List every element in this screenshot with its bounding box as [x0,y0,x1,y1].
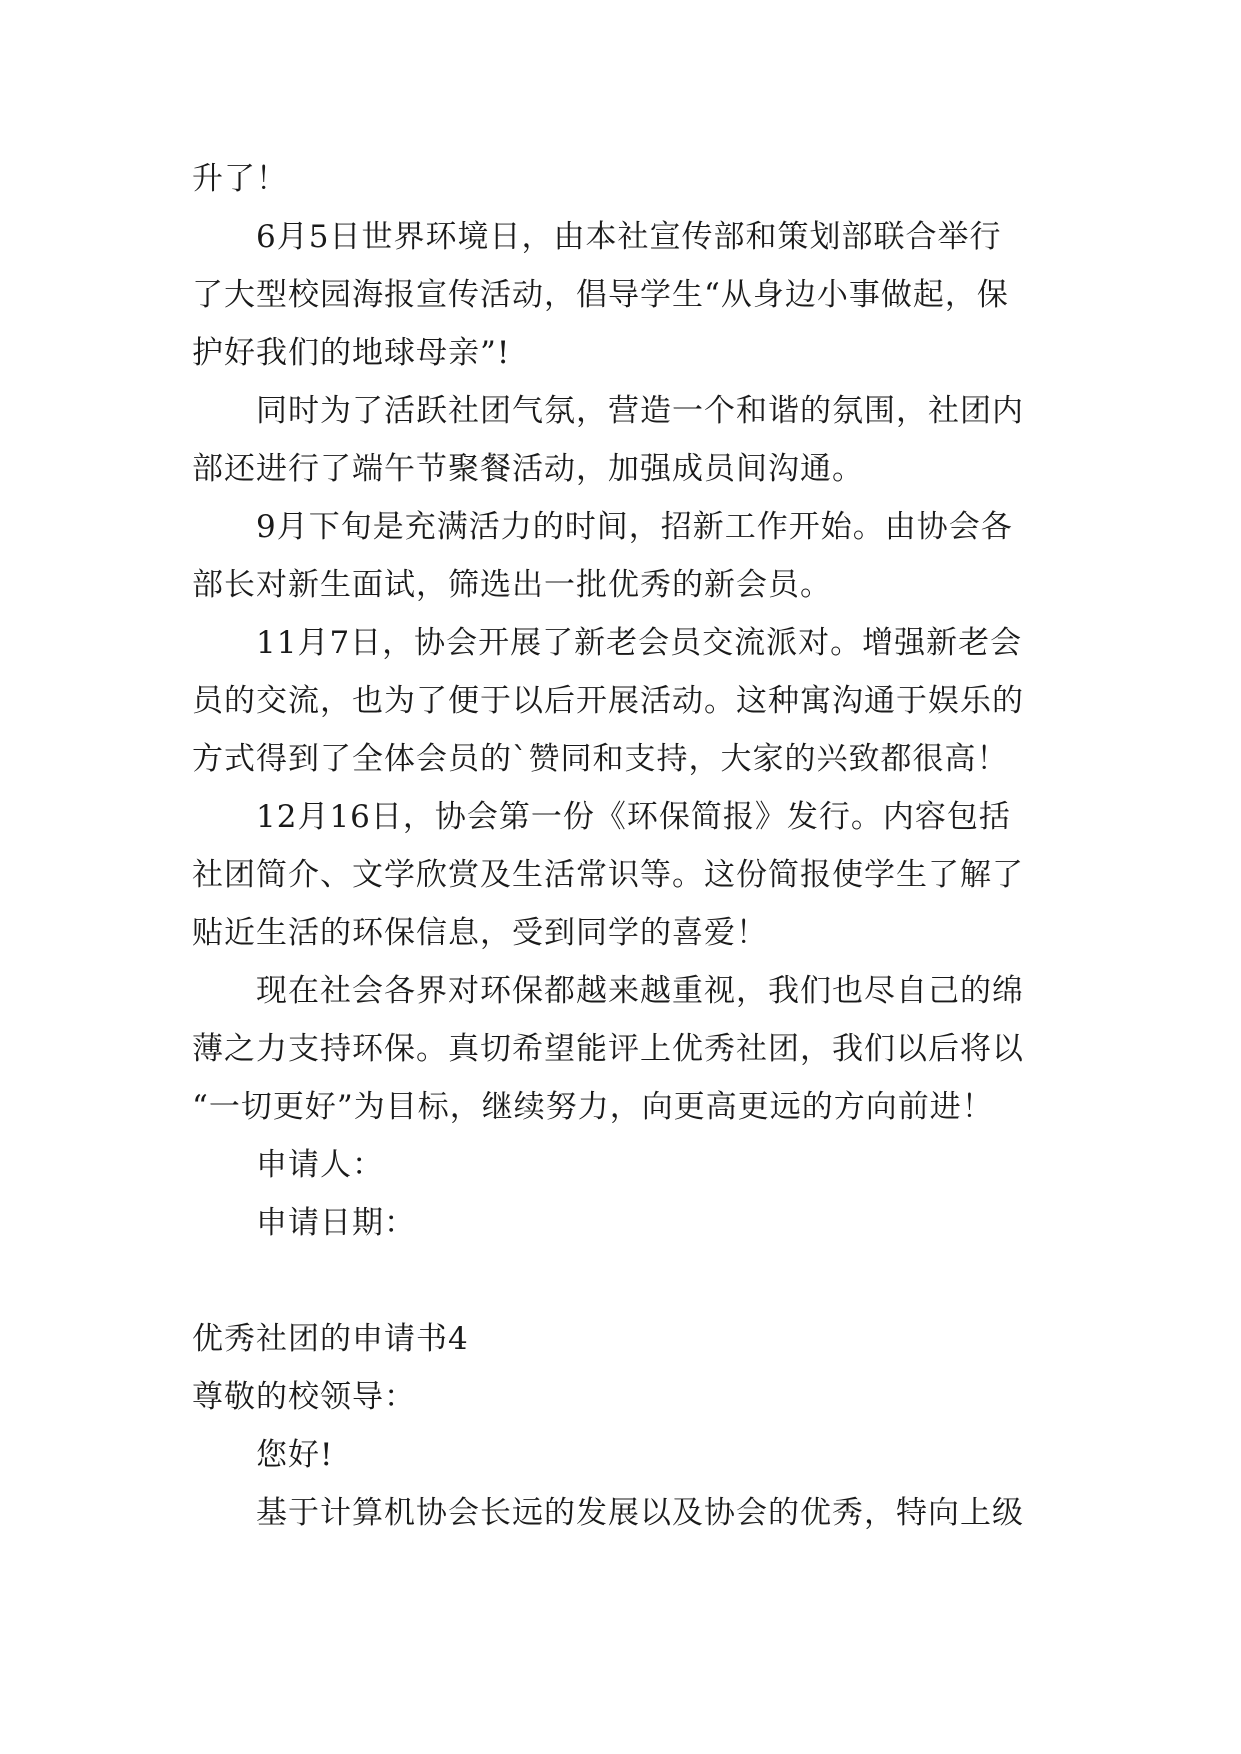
text-line: 护好我们的地球母亲”! [192,335,511,371]
salutation: 尊敬的校领导： [192,1379,416,1415]
section-title: 优秀社团的申请书4 [192,1321,469,1357]
paragraph-start: 现在社会各界对环保都越来越重视，我们也尽自己的绵 [256,973,1024,1009]
text-line: 员的交流，也为了便于以后开展活动。这种寓沟通于娱乐的 [192,683,1024,719]
text-line: 贴近生活的环保信息，受到同学的喜爱！ [192,915,768,951]
paragraph-start: 11月7日，协会开展了新老会员交流派对。增强新老会 [256,625,1023,661]
paragraph-start: 基于计算机协会长远的发展以及协会的优秀，特向上级 [256,1495,1024,1531]
text-line: 了大型校园海报宣传活动，倡导学生“从身边小事做起，保 [192,277,1009,313]
text-line: 部长对新生面试，筛选出一批优秀的新会员。 [192,567,832,603]
text-line: 方式得到了全体会员的`赞同和支持，大家的兴致都很高！ [192,741,1009,777]
document-body [192,150,1067,1542]
paragraph-start: 9月下旬是充满活力的时间，招新工作开始。由协会各 [256,509,1013,545]
greeting: 您好! [256,1437,334,1473]
paragraph-start: 同时为了活跃社团气氛，营造一个和谐的氛围，社团内 [256,393,1024,429]
text-line: 部还进行了端午节聚餐活动，加强成员间沟通。 [192,451,864,487]
paragraph-start: 6月5日世界环境日，由本社宣传部和策划部联合举行 [256,219,1002,255]
text-line: 社团简介、文学欣赏及生活常识等。这份简报使学生了解了 [192,857,1024,893]
paragraph-start: 12月16日，协会第一份《环保简报》发行。内容包括 [256,799,1011,835]
application-date-label: 申请日期： [256,1205,416,1241]
applicant-label: 申请人： [256,1147,384,1183]
blank-line [192,1252,1067,1310]
text-line: 薄之力支持环保。真切希望能评上优秀社团，我们以后将以 [192,1031,1024,1067]
text-line: “一切更好”为目标，继续努力，向更高更远的方向前进！ [192,1089,994,1125]
text-line: 升了！ [192,161,288,197]
